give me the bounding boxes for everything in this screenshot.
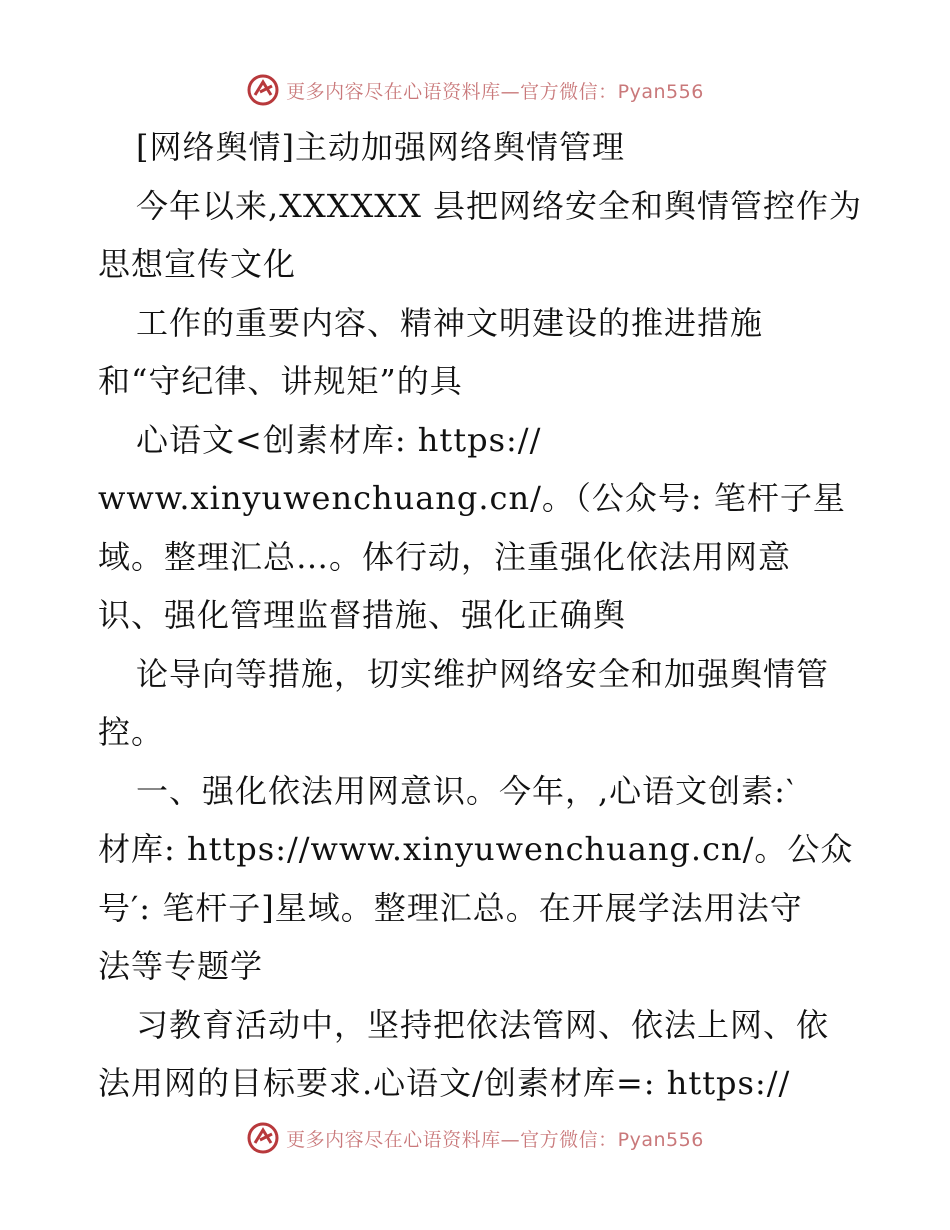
footer-banner: [0, 1118, 950, 1158]
paragraph-line: 习教育活动中，坚持把依法管网、依法上网、依: [136, 1005, 830, 1044]
paragraph-line: 材库: https://www.xinyuwenchuang.cn/。公众: [98, 830, 854, 868]
paragraph-line: 法用网的目标要求.心语文/创素材库=: https://: [98, 1064, 791, 1102]
paragraph-line: 今年以来,XXXXXX 县把网络安全和舆情管控作为: [136, 186, 863, 225]
footer-banner-text: 更多内容尽在心语资料库—官方微信：Pyan556: [286, 1128, 704, 1151]
paragraph-line: 识、强化管理监督措施、强化正确舆: [98, 596, 627, 634]
paragraph-line: 法等专题学: [98, 947, 264, 985]
paragraph-line: 一、强化依法用网意识。今年，,心语文创素:‵: [136, 771, 795, 810]
brand-logo-icon: [246, 1121, 280, 1155]
paragraph-line: 思想宣传文化: [98, 245, 297, 283]
document-body: [98, 118, 863, 1113]
brand-logo-icon: [246, 73, 280, 107]
document-title: [网络舆情]主动加强网络舆情管理: [136, 128, 625, 166]
paragraph-line: www.xinyuwenchuang.cn/。（公众号: 笔杆子星: [98, 479, 846, 517]
paragraph-line: 和“守纪律、讲规矩”的具: [98, 362, 463, 400]
paragraph-line: 心语文<创素材库: https://: [136, 420, 542, 459]
paragraph-line: 控。: [98, 713, 165, 751]
paragraph-line: 号′: 笔杆子]星域。整理汇总。在开展学法用法守: [98, 888, 803, 927]
paragraph-line: 论导向等措施，切实维护网络安全和加强舆情管: [136, 654, 830, 693]
paragraph-line: 域。整理汇总…。体行动，注重强化依法用网意: [98, 537, 792, 576]
header-banner: [0, 70, 950, 110]
header-banner-text: 更多内容尽在心语资料库—官方微信：Pyan556: [286, 80, 704, 103]
paragraph-line: 工作的重要内容、精神文明建设的推进措施: [136, 303, 764, 342]
